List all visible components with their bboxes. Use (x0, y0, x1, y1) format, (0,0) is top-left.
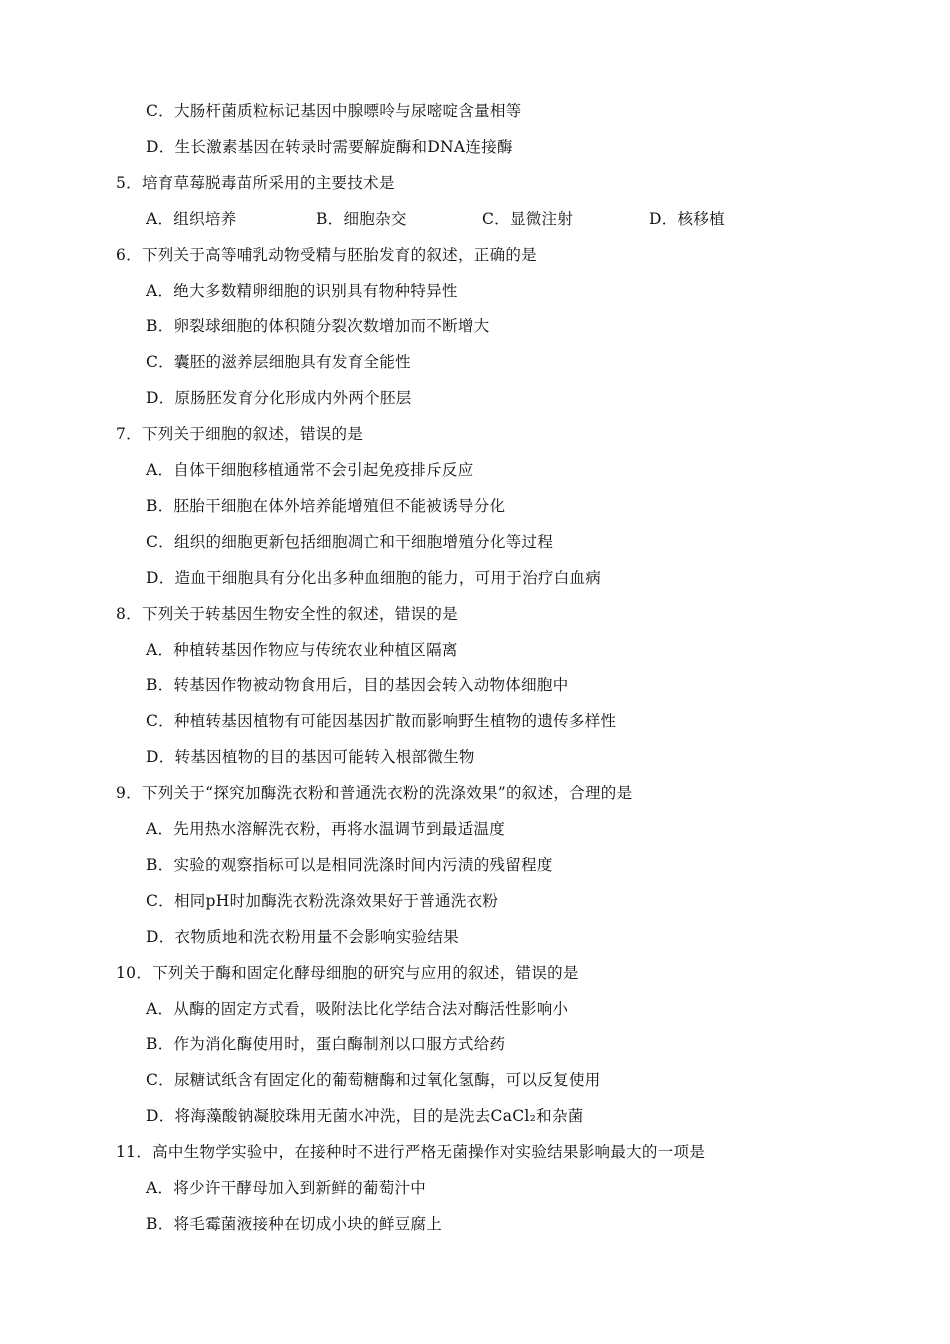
question-stem: 10．下列关于酶和固定化酵母细胞的研究与应用的叙述，错误的是 (116, 963, 579, 982)
answer-option: B．转基因作物被动物食用后，目的基因会转入动物体细胞中 (146, 676, 569, 695)
answer-option: D．转基因植物的目的基因可能转入根部微生物 (146, 748, 475, 767)
answer-option: D．造血干细胞具有分化出多种血细胞的能力，可用于治疗白血病 (146, 568, 602, 587)
answer-option: A．先用热水溶解洗衣粉，再将水温调节到最适温度 (146, 820, 506, 838)
option-item: D．核移植 (649, 209, 725, 228)
answer-option: C．相同pH时加酶洗衣粉洗涤效果好于普通洗衣粉 (146, 891, 499, 910)
answer-option: A．从酶的固定方式看，吸附法比化学结合法对酶活性影响小 (146, 999, 569, 1018)
answer-option: C．组织的细胞更新包括细胞凋亡和干细胞增殖分化等过程 (146, 532, 554, 551)
answer-option: B．实验的观察指标可以是相同洗涤时间内污渍的残留程度 (146, 855, 553, 874)
answer-option: B．胚胎干细胞在体外培养能增殖但不能被诱导分化 (146, 496, 506, 515)
question-stem: 7．下列关于细胞的叙述，错误的是 (116, 425, 364, 444)
question-stem: 11．高中生物学实验中，在接种时不进行严格无菌操作对实验结果影响最大的一项是 (116, 1143, 706, 1162)
answer-option: D．生长激素基因在转录时需要解旋酶和DNA连接酶 (146, 137, 513, 156)
answer-option: A．将少许干酵母加入到新鲜的葡萄汁中 (146, 1179, 427, 1197)
option-item: C．显微注射 (482, 209, 574, 228)
answer-option: A．绝大多数精卵细胞的识别具有物种特异性 (146, 281, 458, 300)
answer-option: D．衣物质地和洗衣粉用量不会影响实验结果 (146, 927, 459, 946)
answer-option: C．囊胚的滋养层细胞具有发育全能性 (146, 353, 411, 372)
answer-option: D．原肠胚发育分化形成内外两个胚层 (146, 389, 412, 408)
answer-option: A．自体干细胞移植通常不会引起免疫排斥反应 (146, 461, 474, 479)
option-item: B．细胞杂交 (316, 209, 407, 228)
answer-option: C．大肠杆菌质粒标记基因中腺嘌呤与尿嘧啶含量相等 (146, 102, 522, 120)
option-item: A．组织培养 (146, 209, 237, 228)
question-stem: 6．下列关于高等哺乳动物受精与胚胎发育的叙述，正确的是 (116, 245, 537, 264)
question-stem: 5．培育草莓脱毒苗所采用的主要技术是 (116, 173, 395, 192)
answer-option: B．将毛霉菌液接种在切成小块的鲜豆腐上 (146, 1214, 443, 1233)
answer-option: B．作为消化酶使用时，蛋白酶制剂以口服方式给药 (146, 1035, 506, 1054)
question-stem: 8．下列关于转基因生物安全性的叙述，错误的是 (116, 604, 458, 623)
answer-option: D．将海藻酸钠凝胶珠用无菌水冲洗，目的是洗去CaCl₂和杂菌 (146, 1107, 584, 1126)
question-stem: 9．下列关于“探究加酶洗衣粉和普通洗衣粉的洗涤效果”的叙述，合理的是 (116, 784, 633, 803)
answer-option: C．种植转基因植物有可能因基因扩散而影响野生植物的遗传多样性 (146, 712, 617, 731)
answer-option: A．种植转基因作物应与传统农业种植区隔离 (146, 640, 458, 659)
answer-option: B．卵裂球细胞的体积随分裂次数增加而不断增大 (146, 317, 490, 336)
answer-option: C．尿糖试纸含有固定化的葡萄糖酶和过氧化氢酶，可以反复使用 (146, 1071, 601, 1090)
